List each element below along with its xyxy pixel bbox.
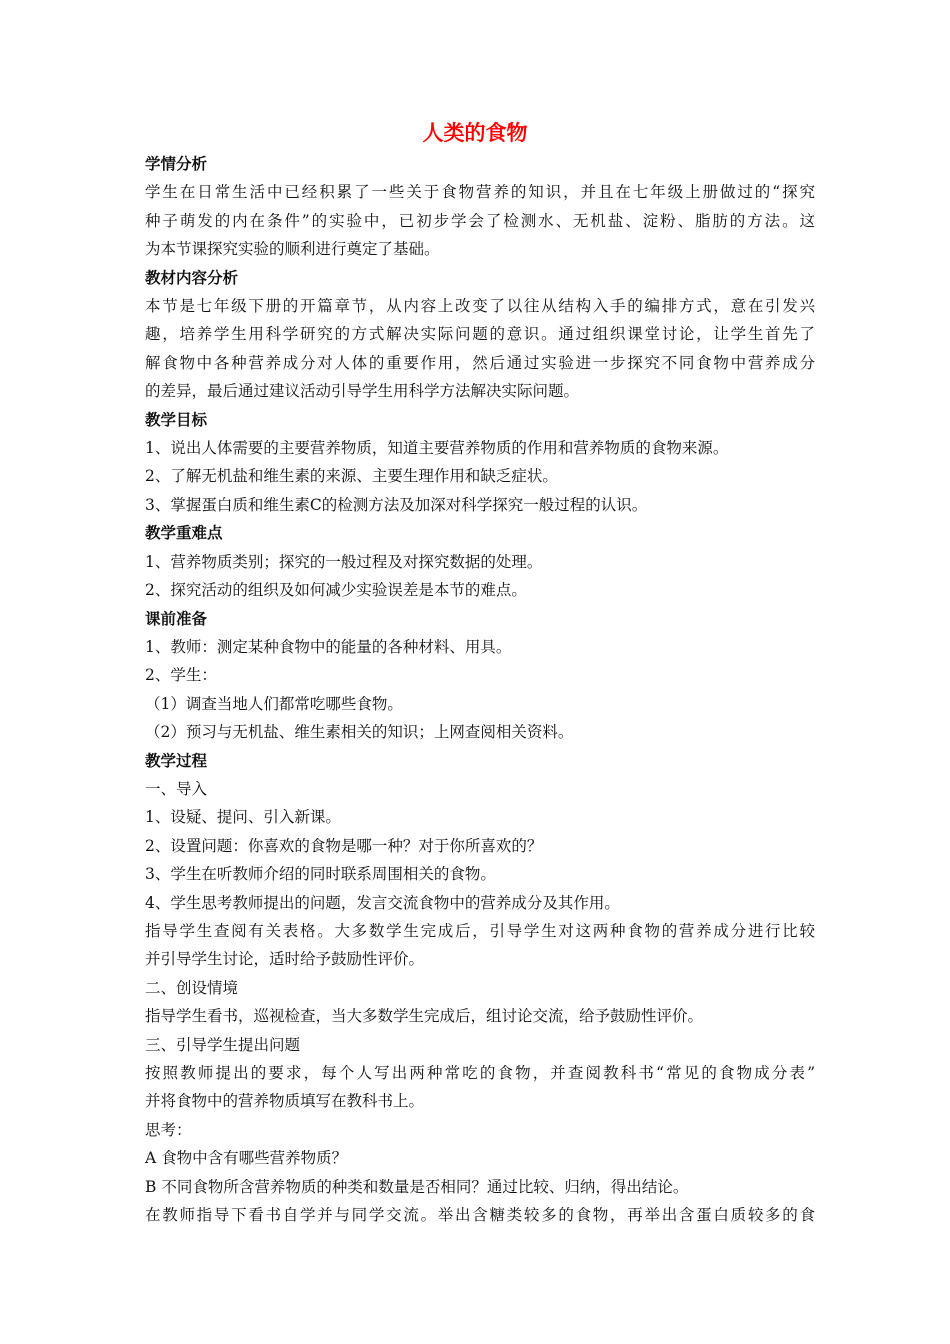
section-heading: 教学重难点 <box>145 524 223 543</box>
list-item: B 不同食物所含营养物质的种类和数量是否相同？通过比较、归纳，得出结论。 <box>145 1177 689 1196</box>
paragraph-line: 并将食物中的营养物质填写在教科书上。 <box>145 1092 425 1111</box>
paragraph-line: 在教师指导下看书自学并与同学交流。举出含糖类较多的食物，再举出含蛋白质较多的食 <box>145 1206 815 1225</box>
paragraph-line: 指导学生查阅有关表格。大多数学生完成后，引导学生对这两种食物的营养成分进行比较 <box>145 921 815 940</box>
section-heading: 学情分析 <box>145 155 208 173</box>
paragraph-line: 种子萌发的内在条件”的实验中，已初步学会了检测水、无机盐、淀粉、脂肪的方法。这 <box>145 211 815 230</box>
paragraph-line: 解食物中各种营养成分对人体的重要作用，然后通过实验进一步探究不同食物中营养成分 <box>145 353 815 372</box>
list-item: 1、营养物质类别；探究的一般过程及对探究数据的处理。 <box>145 552 543 571</box>
list-item: 2、设置问题：你喜欢的食物是哪一种？对于你所喜欢的？ <box>145 836 543 855</box>
paragraph-line: 并引导学生讨论，适时给予鼓励性评价。 <box>145 950 425 969</box>
paragraph-line: 为本节课探究实验的顺利进行奠定了基础。 <box>145 240 440 259</box>
paragraph-line: 趣，培养学生用科学研究的方式解决实际问题的意识。通过组织课堂讨论，让学生首先了 <box>145 325 815 344</box>
list-item: 1、设疑、提问、引入新课。 <box>145 808 341 827</box>
subheading: 三、引导学生提出问题 <box>145 1035 301 1054</box>
list-item: （1）调查当地人们都常吃哪些食物。 <box>145 694 403 713</box>
document-body <box>145 150 815 1229</box>
document-title: 人类的食物 <box>422 121 528 145</box>
paragraph-line: 本节是七年级下册的开篇章节，从内容上改变了以往从结构入手的编排方式，意在引发兴 <box>145 297 815 316</box>
section-heading: 教学过程 <box>145 751 208 770</box>
list-item: 2、探究活动的组织及如何减少实验误差是本节的难点。 <box>145 581 527 600</box>
list-item: 3、学生在听教师介绍的同时联系周围相关的食物。 <box>145 865 496 884</box>
section-heading: 教学目标 <box>145 410 208 429</box>
list-item: 1、教师：测定某种食物中的能量的各种材料、用具。 <box>145 637 512 656</box>
list-item: 2、了解无机盐和维生素的来源、主要生理作用和缺乏症状。 <box>145 467 558 486</box>
subheading: 二、创设情境 <box>145 978 239 997</box>
section-heading: 课前准备 <box>145 609 208 628</box>
paragraph-line: 的差异，最后通过建议活动引导学生用科学方法解决实际问题。 <box>145 382 580 401</box>
list-item: A 食物中含有哪些营养物质？ <box>145 1149 348 1168</box>
paragraph-line: 按照教师提出的要求，每个人写出两种常吃的食物，并查阅教科书“常见的食物成分表” <box>145 1064 815 1082</box>
list-item: 4、学生思考教师提出的问题，发言交流食物中的营养成分及其作用。 <box>145 893 620 912</box>
paragraph-line: 指导学生看书，巡视检查，当大多数学生完成后，组讨论交流，给予鼓励性评价。 <box>145 1007 704 1026</box>
list-item: 2、学生： <box>145 666 217 685</box>
subheading: 一、导入 <box>145 779 208 798</box>
list-item: 3、掌握蛋白质和维生素C的检测方法及加深对科学探究一般过程的认识。 <box>145 495 648 514</box>
paragraph-line: 思考： <box>145 1120 192 1139</box>
list-item: 1、说出人体需要的主要营养物质，知道主要营养物质的作用和营养物质的食物来源。 <box>145 439 729 458</box>
paragraph-line: 学生在日常生活中已经积累了一些关于食物营养的知识，并且在七年级上册做过的“探究 <box>145 183 815 202</box>
list-item: （2）预习与无机盐、维生素相关的知识；上网查阅相关资料。 <box>145 723 574 742</box>
section-heading: 教材内容分析 <box>145 268 239 287</box>
